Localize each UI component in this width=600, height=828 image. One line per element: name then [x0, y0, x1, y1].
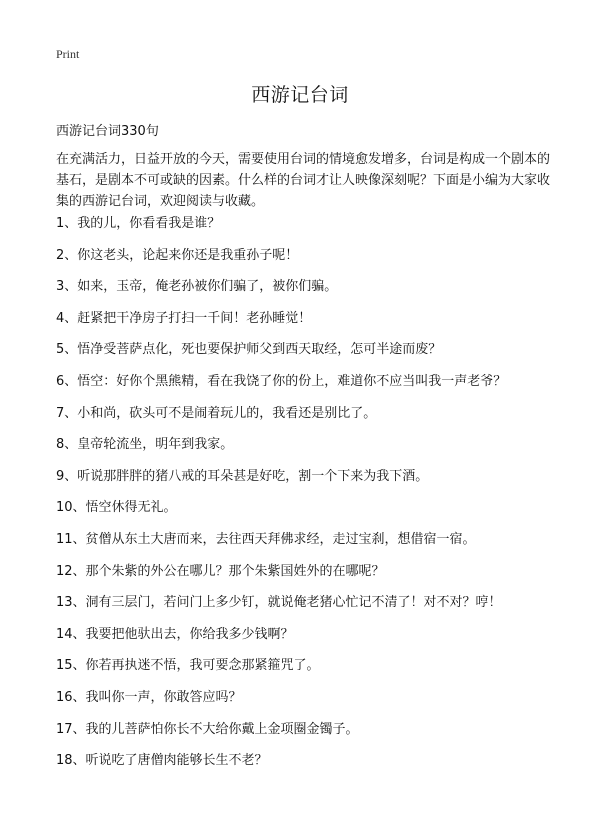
quote-item: 11、贫僧从东土大唐而来，去往西天拜佛求经，走过宝刹，想借宿一宿。 [56, 531, 476, 547]
quote-item: 7、小和尚，砍头可不是闹着玩儿的，我看还是别比了。 [56, 405, 377, 421]
quote-item: 8、皇帝轮流坐，明年到我家。 [56, 437, 234, 453]
document-subtitle: 西游记台词330句 [56, 124, 159, 139]
quote-list [56, 214, 556, 783]
quote-item: 4、赶紧把干净房子打扫一千间！老孙睡觉！ [56, 310, 312, 326]
quote-item: 9、听说那胖胖的猪八戒的耳朵甚是好吃，割一个下来为我下酒。 [56, 468, 429, 484]
quote-item: 14、我要把他驮出去，你给我多少钱啊？ [56, 626, 294, 642]
quote-item: 6、悟空：好你个黑熊精，看在我饶了你的份上，难道你不应当叫我一声老爷？ [56, 373, 507, 389]
quote-item: 18、听说吃了唐僧肉能够长生不老？ [56, 753, 268, 769]
intro-paragraph: 在充满活力，日益开放的今天，需要使用台词的情境愈发增多，台词是构成一个剧本的基石，是剧本不可或缺的因素。什么样的台词才让人映像深刻呢？下面是小编为大家收集的西游记台词，欢迎阅读与收藏。 [56, 152, 551, 209]
page-title: 西游记台词 [251, 84, 349, 106]
quote-item: 10、悟空休得无礼。 [56, 500, 177, 516]
quote-item: 2、你这老头，论起来你还是我重孙子呢！ [56, 247, 299, 263]
quote-item: 5、悟净受菩萨点化，死也要保护师父到西天取经，怎可半途而废？ [56, 342, 442, 358]
quote-item: 1、我的儿，你看看我是谁？ [56, 216, 221, 231]
quote-item: 15、你若再执迷不悟，我可要念那紧箍咒了。 [56, 658, 320, 674]
quote-item: 13、洞有三层门，若问门上多少钉，就说俺老猪心忙记不清了！对不对？哼！ [56, 595, 502, 611]
quote-item: 16、我叫你一声，你敢答应吗？ [56, 689, 242, 705]
quote-item: 12、那个朱紫的外公在哪儿？那个朱紫国姓外的在哪呢？ [56, 563, 385, 579]
print-link[interactable]: Print [56, 47, 80, 61]
quote-item: 17、我的儿菩萨怕你长不大给你戴上金项圈金镯子。 [56, 721, 359, 737]
quote-item: 3、如来，玉帝，俺老孙被你们骗了，被你们骗。 [56, 279, 338, 295]
